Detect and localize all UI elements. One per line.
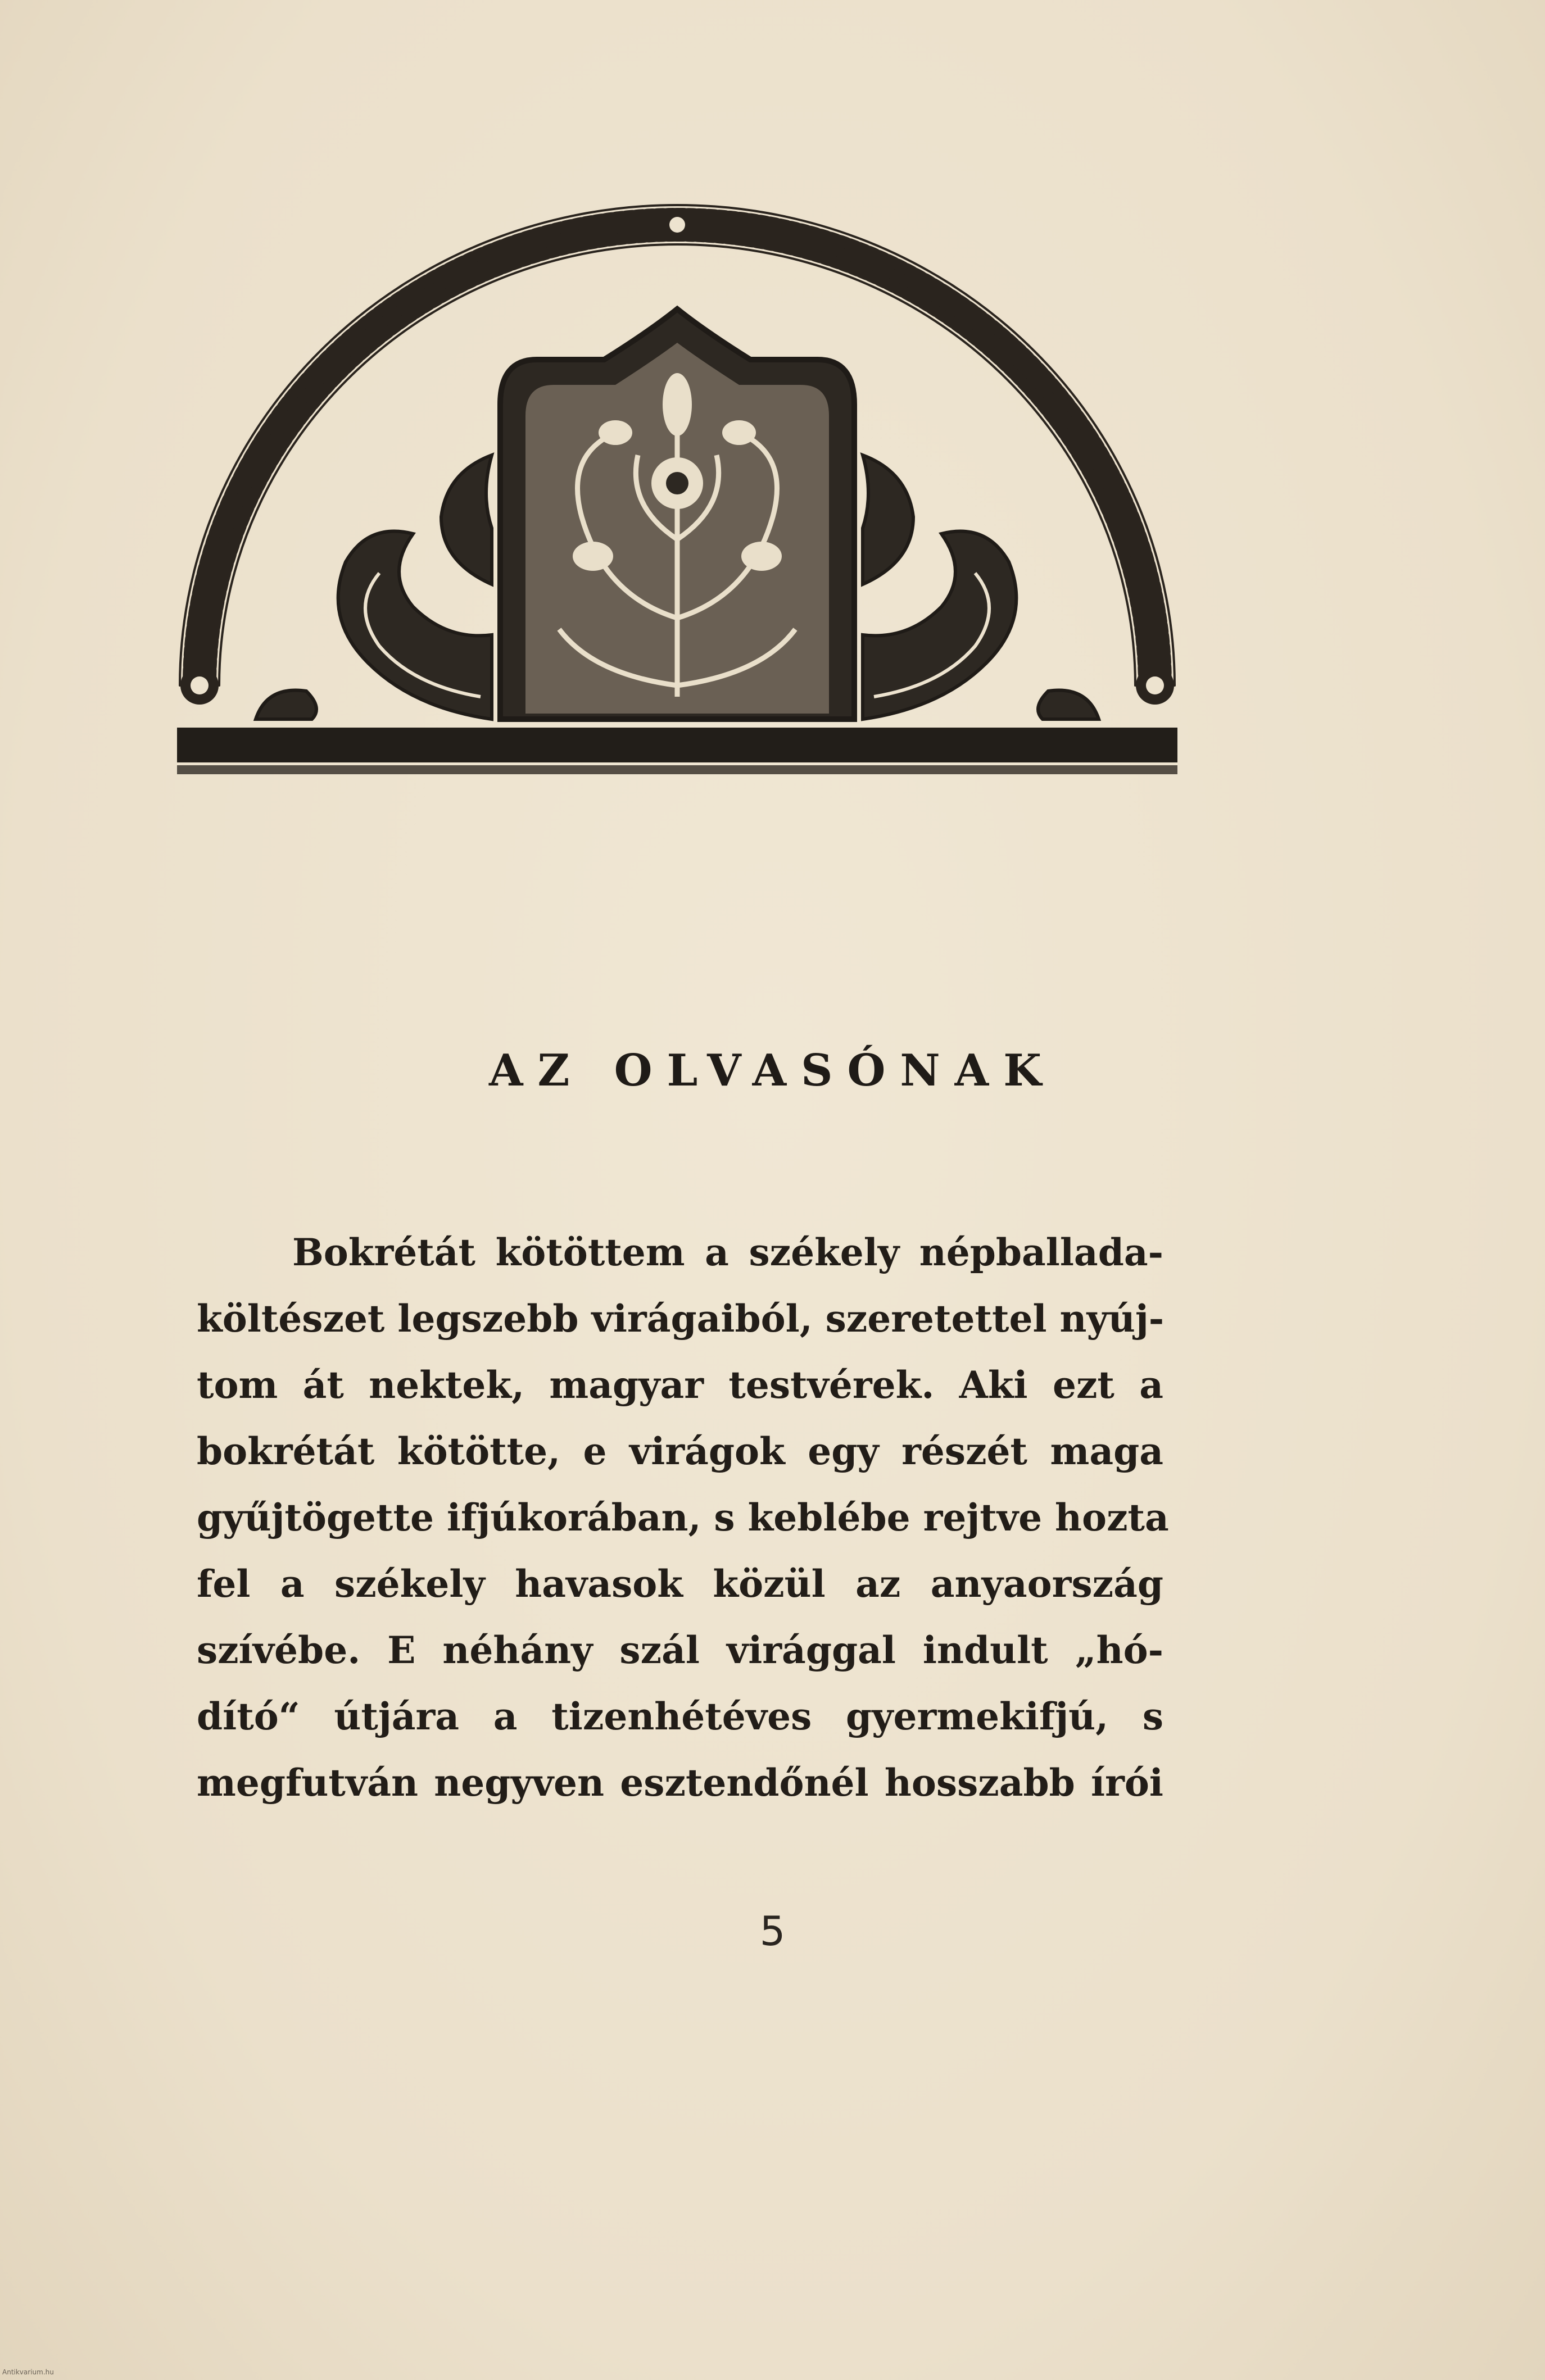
- paragraph-line: bokrétát kötötte, e virágok egy részét maga: [197, 1429, 1163, 1473]
- paragraph-line: dító“ útjára a tizenhétéves gyermekifjú, s: [197, 1695, 1163, 1738]
- paragraph-line: fel a székely havasok közül az anyaország: [197, 1562, 1163, 1606]
- paragraph-line: szívébe. E néhány szál virággal indult „hó-: [197, 1628, 1163, 1672]
- paragraph-line: Bokrétát kötöttem a székely népballada-: [292, 1230, 1163, 1274]
- paragraph-line: megfutván negyven esztendőnél hosszabb írói: [197, 1761, 1163, 1805]
- paragraph-line: költészet legszebb virágaiból, szeretettel nyúj-: [197, 1297, 1165, 1341]
- paragraph-line: gyűjtögette ifjúkorában, s keblébe rejtve hozta: [197, 1496, 1169, 1539]
- chapter-heading: AZ OLVASÓNAK: [488, 1045, 1056, 1096]
- floral-headpiece-ornament: [177, 191, 1177, 798]
- paragraph-line: tom át nektek, magyar testvérek. Aki ezt a: [197, 1363, 1163, 1407]
- page-number: 5: [759, 1907, 786, 1955]
- foreword-paragraph: [197, 1219, 1169, 1816]
- watermark: Antikvarium.hu: [2, 2368, 54, 2376]
